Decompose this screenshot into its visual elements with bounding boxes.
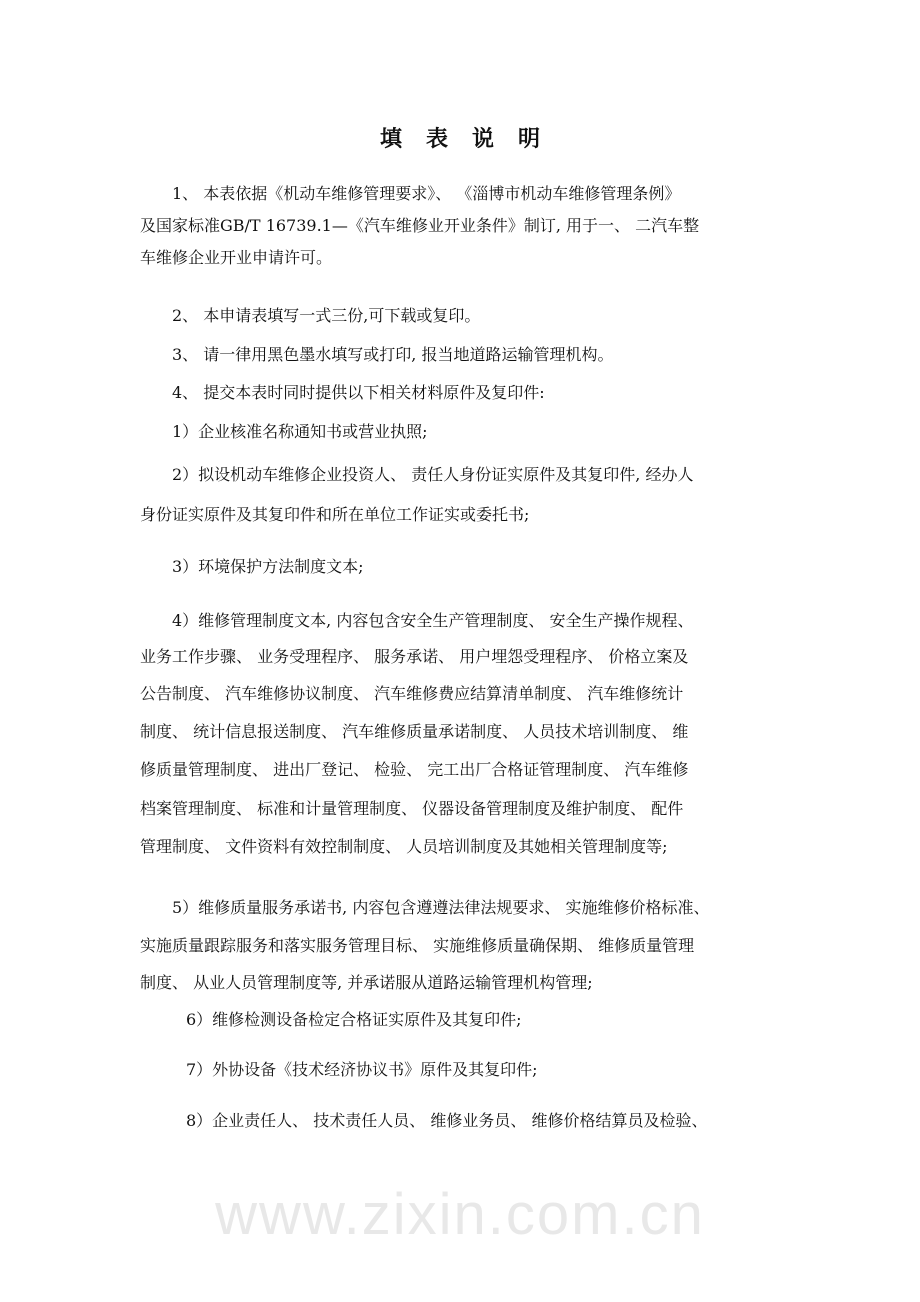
paragraph-line: 公告制度、 汽车维修协议制度、 汽车维修费应结算清单制度、 汽车维修统计 <box>140 684 684 703</box>
paragraph-line: 修质量管理制度、 进出厂登记、 检验、 完工出厂合格证管理制度、 汽车维修 <box>140 760 689 779</box>
paragraph-line: 4）维修管理制度文本, 内容包含安全生产管理制度、 安全生产操作规程、 <box>172 611 694 630</box>
paragraph-line: 2、 本申请表填写一式三份,可下载或复印。 <box>172 306 481 325</box>
paragraph-line: 及国家标准GB/T 16739.1—《汽车维修业开业条件》制订, 用于一、 二汽车整 <box>140 216 700 235</box>
watermark: www.zixin.com.cn <box>215 1182 705 1247</box>
paragraph-line: 实施质量跟踪服务和落实服务管理目标、 实施维修质量确保期、 维修质量管理 <box>140 936 695 955</box>
paragraph-line: 5）维修质量服务承诺书, 内容包含遵遵法律法规要求、 实施维修价格标准、 <box>172 898 710 917</box>
paragraph-line: 业务工作步骤、 业务受理程序、 服务承诺、 用户埋怨受理程序、 价格立案及 <box>140 647 689 666</box>
paragraph-line: 档案管理制度、 标准和计量管理制度、 仪器设备管理制度及维护制度、 配件 <box>140 799 684 818</box>
paragraph-line: 4、 提交本表时同时提供以下相关材料原件及复印件: <box>172 383 545 402</box>
paragraph-line: 3、 请一律用黑色墨水填写或打印, 报当地道路运输管理机构。 <box>172 345 614 364</box>
paragraph-line: 车维修企业开业申请许可。 <box>140 248 333 267</box>
paragraph-line: 8）企业责任人、 技术责任人员、 维修业务员、 维修价格结算员及检验、 <box>186 1111 708 1130</box>
paragraph-line: 身份证实原件及其复印件和所在单位工作证实或委托书; <box>140 505 530 524</box>
page-title: 填表说明 <box>379 126 564 152</box>
paragraph-line: 制度、 统计信息报送制度、 汽车维修质量承诺制度、 人员技术培训制度、 维 <box>140 722 689 741</box>
paragraph-line: 2）拟设机动车维修企业投资人、 责任人身份证实原件及其复印件, 经办人 <box>172 465 694 484</box>
paragraph-line: 管理制度、 文件资料有效控制制度、 人员培训制度及其她相关管理制度等; <box>140 837 668 856</box>
paragraph-line: 7）外协设备《技术经济协议书》原件及其复印件; <box>186 1060 538 1079</box>
paragraph-line: 制度、 从业人员管理制度等, 并承诺服从道路运输管理机构管理; <box>140 973 593 992</box>
paragraph-line: 1）企业核准名称通知书或营业执照; <box>172 422 428 441</box>
paragraph-line: 3）环境保护方法制度文本; <box>172 557 364 576</box>
paragraph-line: 1、 本表依据《机动车维修管理要求》、 《淄博市机动车维修管理条例》 <box>172 184 681 203</box>
paragraph-line: 6）维修检测设备检定合格证实原件及其复印件; <box>186 1010 522 1029</box>
